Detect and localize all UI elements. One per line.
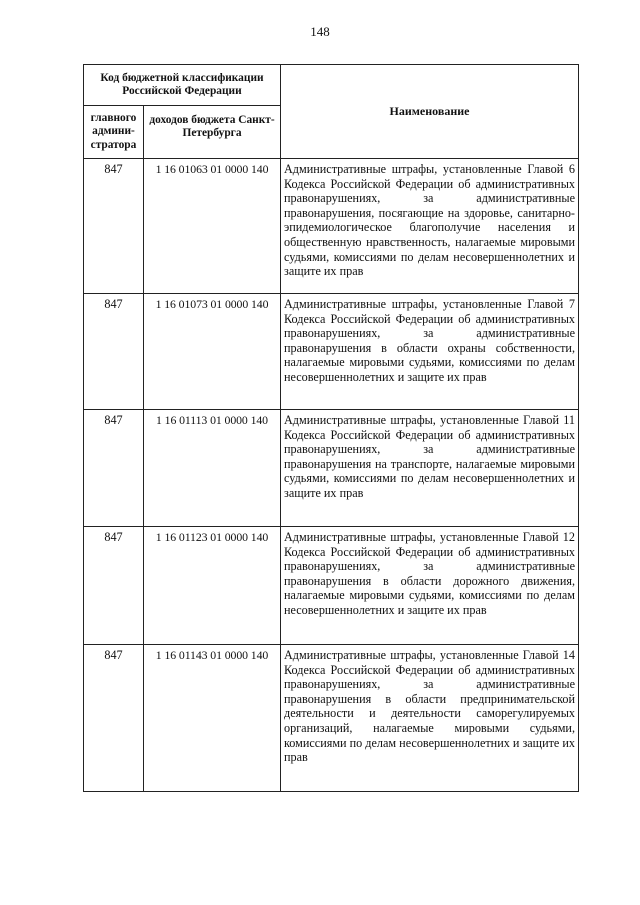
administrator-code: 847: [84, 159, 144, 294]
income-code: 1 16 01113 01 0000 140: [144, 410, 281, 527]
header-name: Наименование: [281, 65, 579, 159]
table-row: [84, 410, 579, 527]
budget-classification-table: [83, 64, 579, 792]
table-header: [84, 65, 579, 159]
administrator-code: 847: [84, 645, 144, 792]
page-number: 148: [310, 24, 330, 39]
income-code: 1 16 01143 01 0000 140: [144, 645, 281, 792]
header-chief-administrator: главного админи-стратора: [84, 106, 144, 159]
table-row: [84, 645, 579, 792]
income-name: Административные штрафы, установленные Главой 7 Кодекса Российской Федерации об административных правонарушениях, за административные правонарушения в области охраны собственности, налагаемые мировыми судьями, комиссиями по делам несовершеннолетних и защите их прав: [281, 294, 579, 410]
header-budget-code: Код бюджетной классификации Российской Федерации: [84, 65, 281, 106]
income-name: Административные штрафы, установленные Главой 11 Кодекса Российской Федерации об административных правонарушениях, за административные правонарушения на транспорте, налагаемые мировыми судьями, комиссиями по делам несовершеннолетних и защите их прав: [281, 410, 579, 527]
table-row: [84, 159, 579, 294]
income-name: Административные штрафы, установленные Главой 6 Кодекса Российской Федерации об административных правонарушениях, за административные правонарушения, посягающие на здоровье, санитарно-эпидемиологическое благополучие населения и общественную нравственность, налагаемые мировыми судьями, комиссиями по делам несовершеннолетних и защите их прав: [281, 159, 579, 294]
income-name: Административные штрафы, установленные Главой 12 Кодекса Российской Федерации об административных правонарушениях, за административные правонарушения в области дорожного движения, налагаемые мировыми судьями, комиссиями по делам несовершеннолетних и защите их прав: [281, 527, 579, 645]
administrator-code: 847: [84, 410, 144, 527]
income-code: 1 16 01123 01 0000 140: [144, 527, 281, 645]
header-budget-income: доходов бюджета Санкт-Петербурга: [144, 106, 281, 159]
administrator-code: 847: [84, 294, 144, 410]
table-row: [84, 294, 579, 410]
income-name: Административные штрафы, установленные Главой 14 Кодекса Российской Федерации об административных правонарушениях, за административные правонарушения в области предпринимательской деятельности и деятельности саморегулируемых организаций, налагаемые мировыми судьями, комиссиями по делам несовершеннолетних и защите их прав: [281, 645, 579, 792]
table-row: [84, 527, 579, 645]
income-code: 1 16 01063 01 0000 140: [144, 159, 281, 294]
administrator-code: 847: [84, 527, 144, 645]
income-code: 1 16 01073 01 0000 140: [144, 294, 281, 410]
